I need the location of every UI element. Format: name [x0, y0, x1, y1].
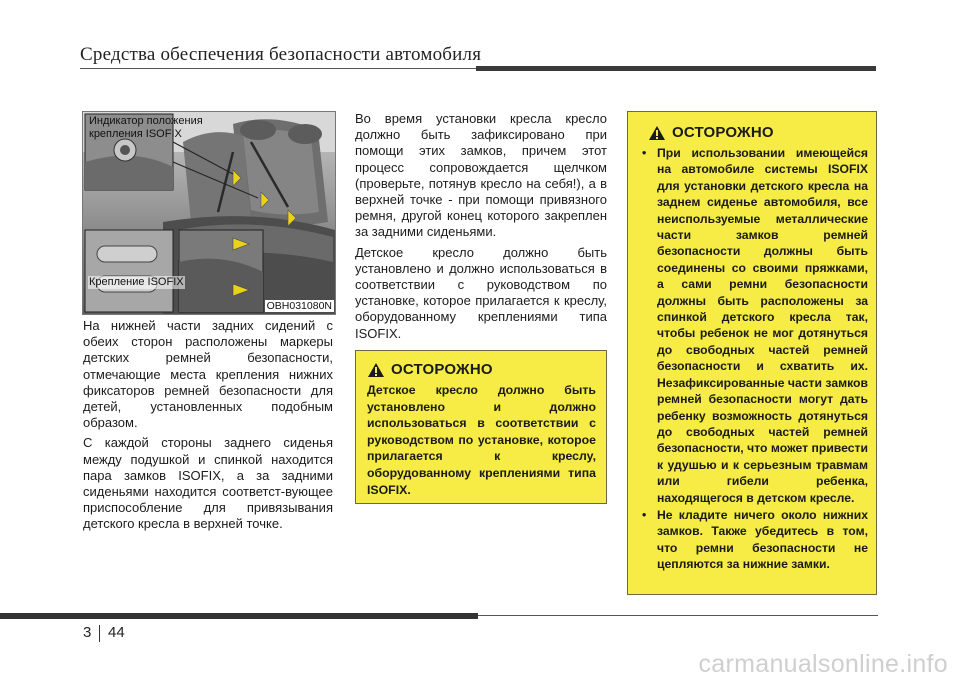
- body-paragraph: На нижней части задних сидений с обеих сторон расположены маркеры детских ремней безопасности, отмечающие места крепления нижних фиксаторов ремней безопасности для детей, установленных подобным образом.: [83, 318, 333, 431]
- footer-rule-thin: [478, 615, 878, 616]
- warning-triangle-icon: [648, 125, 666, 141]
- warning-text: Детское кресло должно быть установлено и должно использоваться в соответствии с руководством по установке, которое прилагается к креслу, оборудованному креплениями типа ISOFIX.: [367, 383, 596, 497]
- figure-label-indicator: Индикатор положения крепления ISOFIX: [89, 115, 203, 140]
- body-column-1: [83, 318, 333, 537]
- page-number-separator: [99, 625, 100, 642]
- warning-header: [636, 124, 868, 141]
- isofix-seat-figure: [82, 111, 336, 315]
- warning-list-item: • Не кладите ничего около нижних замков. Также убедитесь в том, что ремни безопасности не цепляются за нижние замки.: [636, 507, 868, 573]
- warning-box-small: [355, 350, 607, 504]
- page-header-title: Средства обеспечения безопасности автомобиля: [80, 44, 482, 65]
- warning-list-item: • При использовании имеющейся на автомобиле системы ISOFIX для установки детского кресла на заднем сиденье автомобиля, все неиспользуемые металлические части замков ремней безопасности должны быть соединены со своими пряжками, а сами ремни безопасности должны быть расположены за спинкой детского кресла так, чтобы ребенок не мог дотянуться до свободных частей ремней безопасности и схватить их. Незафиксированные части замков ремней безопасности могут дать ребенку возможность дотянуться до свободных частей ремней безопасности, что может привести к удушью и к серьезным травмам или гибели ребенка, находящегося в детском кресле.: [636, 145, 868, 506]
- footer-rule-thick: [0, 613, 478, 619]
- watermark: carmanualsonline.info: [698, 650, 948, 678]
- warning-title: ОСТОРОЖНО: [672, 124, 774, 141]
- body-paragraph: С каждой стороны заднего сиденья между подушкой и спинкой находится пара замков ISOFIX, а за задними сиденьями находится соответст-вующее приспособление для привязывания детского кресла в верхней точке.: [83, 435, 333, 532]
- figure-label-anchor: Крепление ISOFIX: [89, 276, 184, 288]
- warning-triangle-icon: [367, 362, 385, 378]
- warning-title: ОСТОРОЖНО: [391, 361, 493, 378]
- body-paragraph: Во время установки кресла кресло должно быть зафиксировано при помощи этих замков, причем этот процесс сопровождается щелчком (проверьте, потянув кресло на себя!), а в верхней точке - при помощи привязного ремня, другой конец которого закреплен за задними сиденьями.: [355, 111, 607, 240]
- warning-box-large: [627, 111, 877, 595]
- header-rule-thin: [80, 68, 476, 69]
- figure-code: OBH031080N: [266, 300, 332, 312]
- page-number: 44: [108, 624, 125, 641]
- chapter-number: 3: [83, 624, 92, 641]
- warning-list: [636, 145, 868, 573]
- warning-header: [367, 361, 596, 378]
- header-rule-thick: [476, 66, 876, 71]
- body-paragraph: Детское кресло должно быть установлено и должно использоваться в соответствии с руководством по установке, которое прилагается к креслу, оборудованному креплениями типа ISOFIX.: [355, 244, 607, 341]
- body-column-2: [355, 111, 607, 346]
